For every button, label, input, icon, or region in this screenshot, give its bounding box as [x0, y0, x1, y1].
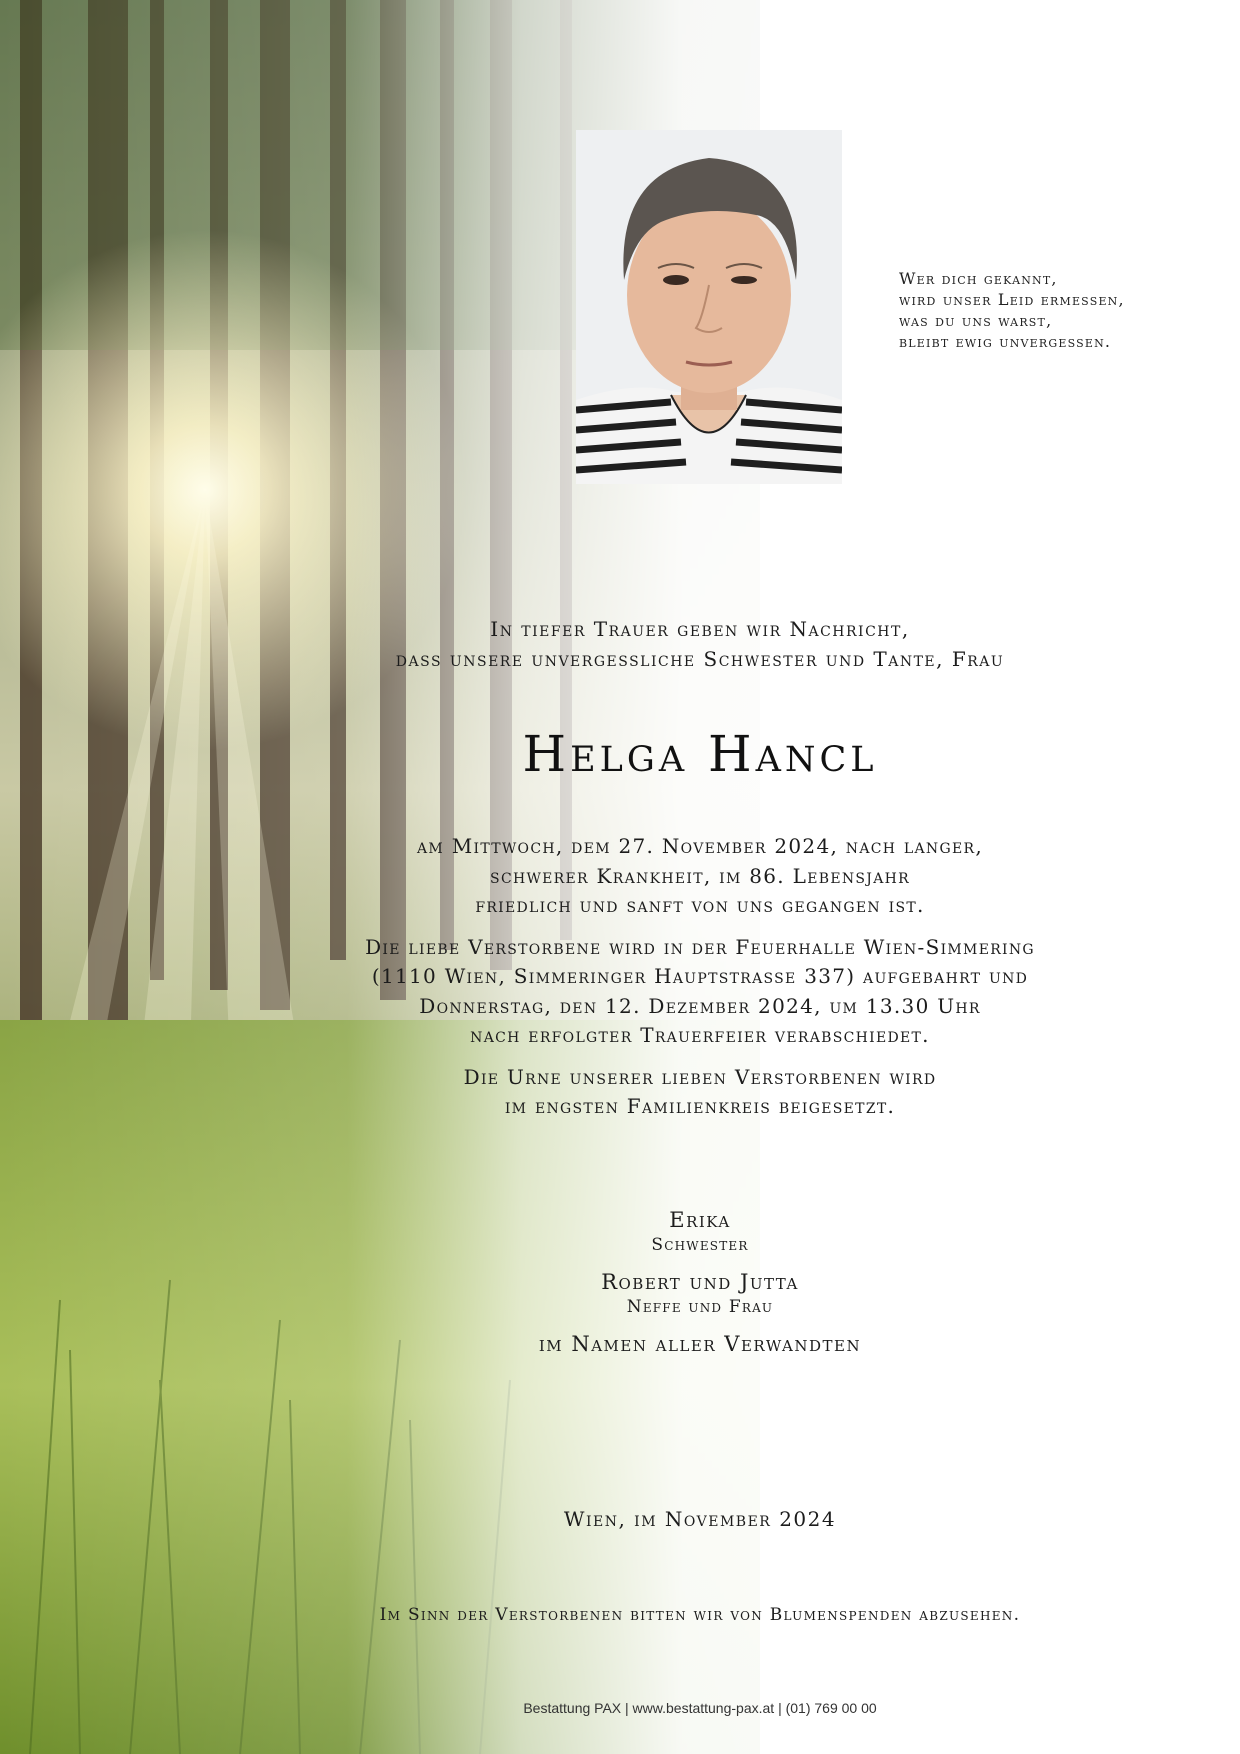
funeral-home-footer: Bestattung PAX | www.bestattung-pax.at | (01) 769 00 00 [523, 1700, 877, 1716]
mourner-name: Robert und Jutta [601, 1270, 799, 1294]
details-line: Die liebe Verstorbene wird in der Feuerhalle Wien-Simmering [365, 934, 1035, 959]
details-line: nach erfolgter Trauerfeier verabschiedet. [470, 1023, 930, 1047]
details-line: Die Urne unserer lieben Verstorbenen wird [463, 1064, 937, 1089]
intro-line: In tiefer Trauer geben wir Nachricht, [490, 617, 910, 641]
mourner-relation: Neffe und Frau [626, 1297, 774, 1317]
details-paragraph-farewell [300, 933, 1100, 1051]
announcement-details [300, 832, 1100, 1134]
portrait-photo [576, 130, 842, 484]
poem-line: wird unser Leid ermessen, [899, 290, 1125, 309]
poem-line: bleibt ewig unvergessen. [899, 332, 1112, 351]
memorial-poem [899, 268, 1125, 352]
intro-line: dass unsere unvergessliche Schwester und Tante, Frau [395, 647, 1005, 671]
announcement-intro [300, 614, 1100, 674]
details-line: (1110 Wien, Simmeringer Hauptstrasse 337) aufgebahrt und [371, 964, 1029, 988]
details-line: am Mittwoch, dem 27. November 2024, nach langer, [417, 834, 983, 858]
details-line: friedlich und sanft von uns gegangen ist. [475, 893, 925, 917]
poem-line: Wer dich gekannt, [899, 269, 1058, 288]
poem-line: was du uns warst, [899, 311, 1053, 330]
details-line: im engsten Familienkreis beigesetzt. [504, 1094, 896, 1118]
details-line: Donnerstag, den 12. Dezember 2024, um 13.30 Uhr [419, 993, 981, 1018]
deceased-name: Helga Hancl [522, 725, 878, 783]
details-line: schwerer Krankheit, im 86. Lebensjahr [490, 863, 910, 888]
mourners-all-relatives: im Namen aller Verwandten [538, 1332, 862, 1356]
details-paragraph-urn [300, 1063, 1100, 1122]
details-paragraph-death [300, 832, 1100, 921]
mourner-relation: Schwester [651, 1235, 749, 1255]
mourners-list [300, 1206, 1100, 1358]
place-date: Wien, im November 2024 [563, 1507, 837, 1531]
flowers-note: Im Sinn der Verstorbenen bitten wir von Blumenspenden abzusehen. [379, 1605, 1021, 1625]
mourner-name: Erika [669, 1208, 731, 1232]
